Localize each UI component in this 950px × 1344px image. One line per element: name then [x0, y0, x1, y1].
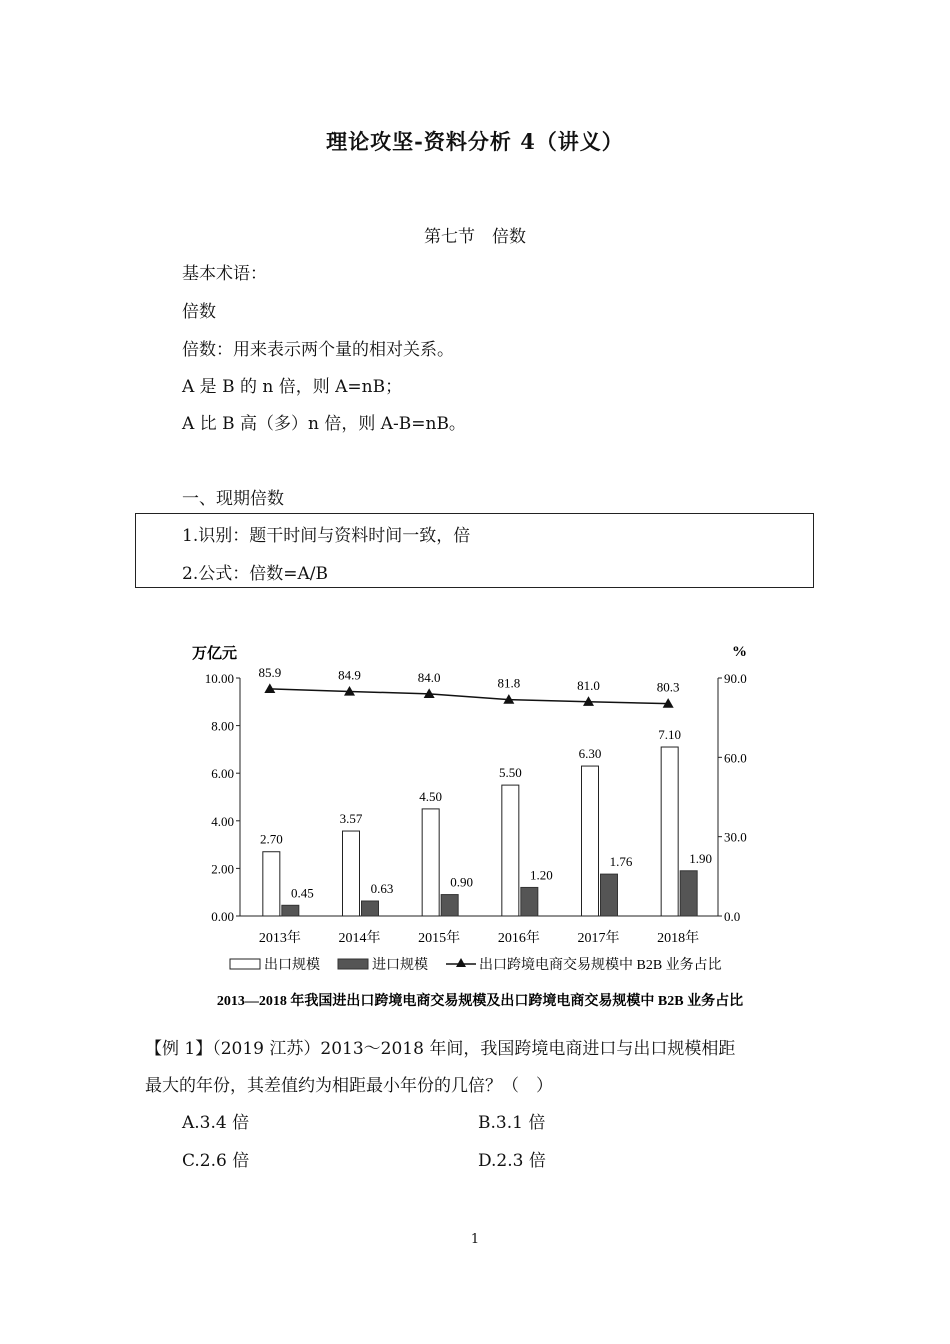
export-bar [502, 785, 519, 916]
y-right-tick-label: 60.0 [724, 750, 747, 766]
import-bar-label: 0.90 [450, 874, 474, 890]
section-title: 第七节 倍数 [424, 227, 526, 247]
export-bar-label: 6.30 [578, 746, 602, 762]
x-tick-label: 2015年 [418, 931, 461, 946]
legend-label-share: 出口跨境电商交易规模中 B2B 业务占比 [479, 958, 722, 973]
y-left-tick-label: 2.00 [211, 861, 234, 877]
export-bar-label: 4.50 [419, 788, 443, 804]
y-left-tick-label: 8.00 [211, 718, 234, 734]
import-bar-label: 1.20 [529, 867, 553, 883]
export-bar-label: 3.57 [339, 811, 363, 827]
export-bar-label: 5.50 [498, 765, 522, 781]
import-bar-label: 1.76 [609, 854, 633, 870]
import-bar-label: 0.63 [370, 881, 394, 897]
page-title: 理论攻坚-资料分析 4（讲义） [326, 129, 624, 154]
import-bar-label: 1.90 [689, 850, 713, 866]
x-tick-label: 2013年 [258, 931, 301, 946]
legend-swatch-export [230, 959, 260, 969]
box-line: 2.公式：倍数=A/B [182, 564, 328, 584]
b2b-share-label: 81.8 [497, 675, 521, 691]
legend-label-export: 出口规模 [264, 958, 320, 973]
x-tick-label: 2016年 [497, 931, 540, 946]
export-bar [661, 747, 678, 916]
option-a[interactable]: A.3.4 倍 [182, 1113, 250, 1133]
x-tick-label: 2017年 [577, 931, 620, 946]
text-line: 倍数 [182, 302, 216, 322]
text-line: A 比 B 高（多）n 倍，则 A-B=nB。 [182, 414, 466, 434]
page-number: 1 [470, 1232, 480, 1247]
option-d[interactable]: D.2.3 倍 [478, 1151, 546, 1171]
export-bar [263, 852, 280, 916]
export-bar [582, 766, 599, 916]
b2b-share-label: 84.9 [338, 667, 361, 683]
import-bar [680, 871, 697, 916]
import-bar [282, 905, 299, 916]
b2b-share-label: 81.0 [577, 677, 600, 693]
text-line: 倍数：用来表示两个量的相对关系。 [182, 340, 454, 360]
y-left-tick-label: 4.00 [211, 813, 234, 829]
b2b-share-line [270, 689, 668, 704]
legend-label-import: 进口规模 [372, 958, 428, 973]
x-tick-label: 2014年 [338, 931, 381, 946]
subsection-title: 一、现期倍数 [182, 489, 284, 509]
import-bar [521, 887, 538, 916]
y-right-tick-label: 30.0 [724, 829, 747, 845]
export-bar [343, 831, 360, 916]
legend-swatch-triangle [456, 958, 466, 967]
text-line: A 是 B 的 n 倍，则 A=nB； [182, 377, 403, 397]
y-left-tick-label: 6.00 [211, 766, 234, 782]
option-b[interactable]: B.3.1 倍 [478, 1113, 546, 1133]
import-bar [441, 895, 458, 916]
y-right-tick-label: 90.0 [724, 671, 747, 686]
import-bar [362, 901, 379, 916]
b2b-share-label: 80.3 [656, 679, 680, 695]
chart [170, 636, 790, 1020]
text-line: 基本术语： [182, 264, 267, 284]
example-question-line: 【例 1】（2019 江苏）2013～2018 年间，我国跨境电商进口与出口规模相距 [145, 1039, 736, 1059]
b2b-share-label: 84.0 [417, 669, 441, 685]
y-left-tick-label: 0.00 [211, 909, 234, 924]
export-bar-label: 2.70 [259, 831, 283, 847]
x-tick-label: 2018年 [657, 931, 700, 946]
b2b-share-point [264, 683, 275, 693]
option-c[interactable]: C.2.6 倍 [182, 1151, 250, 1171]
example-question-line: 最大的年份，其差值约为相距最小年份的几倍？（ ） [145, 1076, 553, 1096]
chart-title: 2013—2018 年我国进出口跨境电商交易规模及出口跨境电商交易规模中 B2B 业务占比 [216, 994, 744, 1009]
b2b-share-label: 85.9 [258, 664, 282, 680]
box-line: 1.识别：题干时间与资料时间一致，倍 [182, 526, 471, 546]
y-axis-left-label: 万亿元 [192, 646, 238, 662]
import-bar-label: 0.45 [290, 885, 314, 901]
export-bar [422, 809, 439, 916]
legend-swatch-import [338, 959, 368, 969]
import-bar [601, 874, 618, 916]
export-bar-label: 7.10 [658, 727, 682, 743]
y-left-tick-label: 10.00 [204, 671, 234, 686]
y-axis-right-label: % [732, 644, 747, 660]
y-right-tick-label: 0.0 [724, 909, 741, 924]
